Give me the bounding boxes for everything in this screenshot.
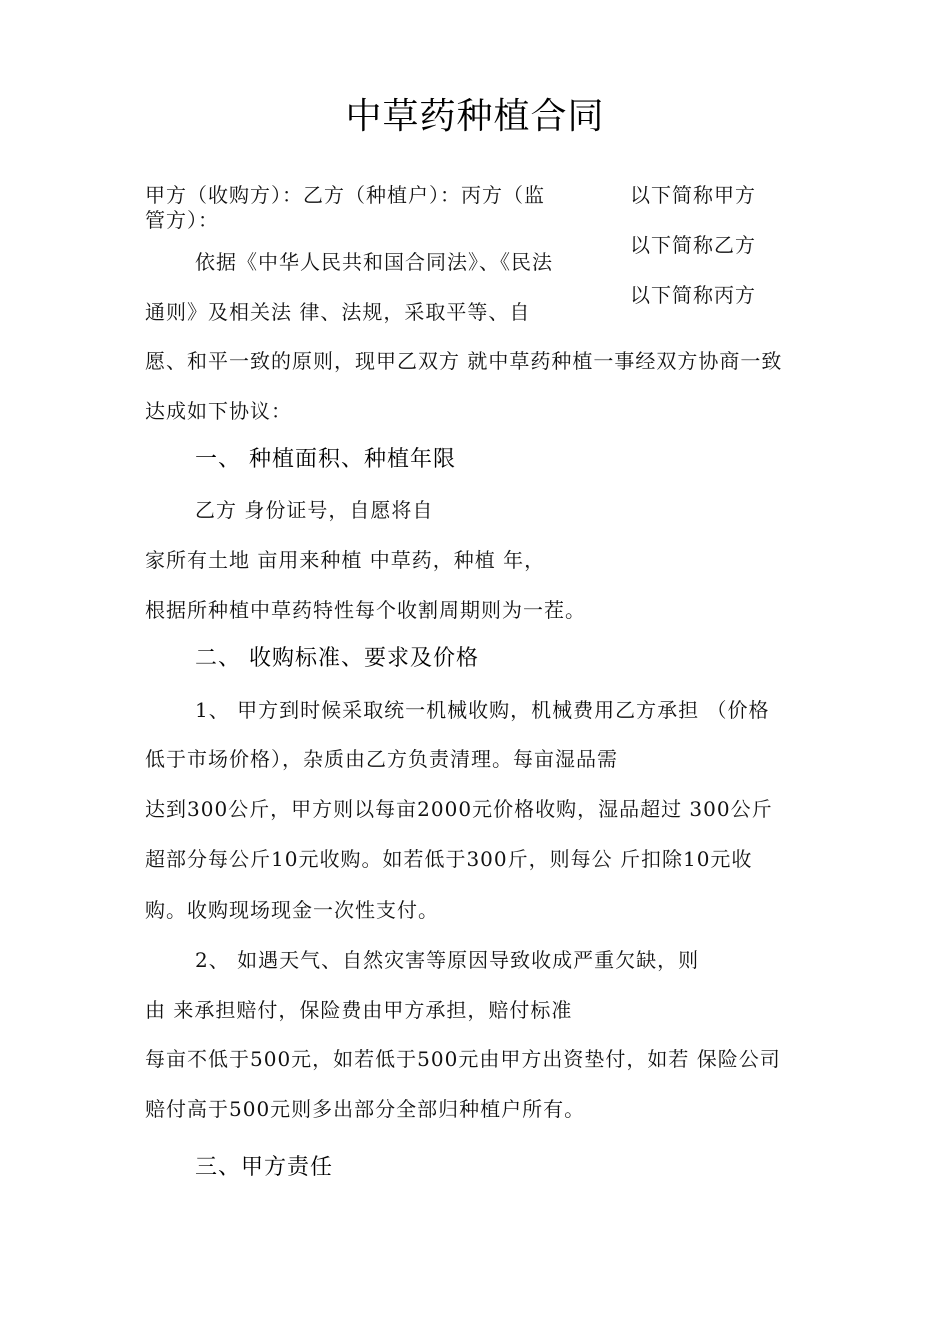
section-1-heading: 一、 种植面积、种植年限 <box>195 447 456 472</box>
parties-line-2: 管方）： <box>145 208 219 232</box>
section-1-line-2: 家所有土地 亩用来种植 中草药，种植 年， <box>145 548 546 572</box>
section-2-item-1-line-4: 超部分每公斤10元收购。如若低于300斤，则每公 斤扣除10元收 <box>145 847 753 871</box>
section-2-item-2-line-1: 2、 如遇天气、自然灾害等原因导致收成严重欠缺，则 <box>195 948 700 972</box>
abbreviation-party-a: 以下简称甲方 <box>630 183 756 207</box>
section-2-item-2-line-4: 赔付高于500元则多出部分全部归种植户所有。 <box>145 1097 586 1121</box>
section-2-item-1-line-3: 达到300公斤，甲方则以每亩2000元价格收购，湿品超过 300公斤 <box>145 797 773 821</box>
section-2-heading: 二、 收购标准、要求及价格 <box>195 646 479 671</box>
preamble-line-3: 愿、和平一致的原则，现甲乙双方 就中草药种植一事经双方协商一致 <box>145 349 783 373</box>
abbreviation-party-c: 以下简称丙方 <box>630 283 756 307</box>
abbreviation-party-b: 以下简称乙方 <box>630 233 756 257</box>
section-1-line-3: 根据所种植中草药特性每个收割周期则为一茬。 <box>145 598 586 622</box>
section-2-item-1-line-2: 低于市场价格），杂质由乙方负责清理。每亩湿品需 <box>145 747 618 771</box>
parties-line-1: 甲方（收购方）：乙方（种植户）：丙方（监 <box>145 183 545 207</box>
section-2-item-1-line-1: 1、 甲方到时候采取统一机械收购，机械费用乙方承担 （价格 <box>195 698 770 722</box>
section-1-line-1: 乙方 身份证号，自愿将自 <box>195 498 434 522</box>
section-3-heading: 三、甲方责任 <box>195 1155 334 1180</box>
section-2-item-2-line-2: 由 来承担赔付，保险费由甲方承担，赔付标准 <box>145 998 573 1022</box>
document-title: 中草药种植合同 <box>345 96 605 137</box>
preamble-line-4: 达成如下协议： <box>145 399 292 423</box>
preamble-line-2: 通则》及相关法 律、法规，采取平等、自 <box>145 300 531 324</box>
preamble-line-1: 依据《中华人民共和国合同法》、《民法 <box>195 250 553 274</box>
section-2-item-2-line-3: 每亩不低于500元，如若低于500元由甲方出资垫付，如若 保险公司 <box>145 1047 781 1071</box>
section-2-item-1-line-5: 购。收购现场现金一次性支付。 <box>145 898 439 922</box>
